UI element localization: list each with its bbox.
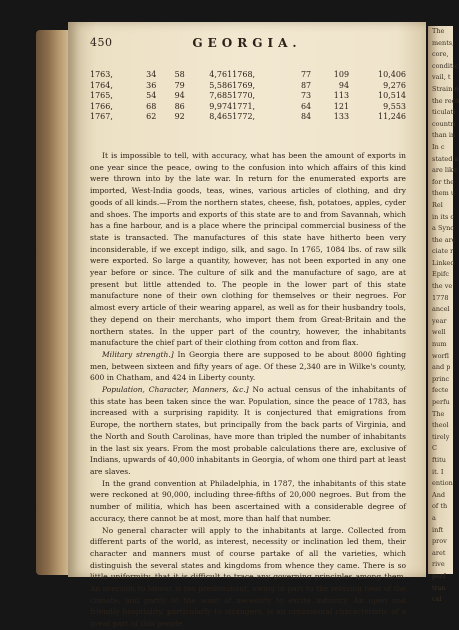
facing-page-line: tirely bbox=[432, 432, 450, 441]
year-cell: 1766, bbox=[90, 101, 113, 111]
value-cell: 9,974 bbox=[209, 101, 233, 111]
facing-page-line: theol bbox=[432, 421, 449, 430]
facing-page-line: ftitu bbox=[432, 455, 446, 464]
facing-page-line: are like bbox=[432, 166, 457, 175]
facing-page-line: ciate r bbox=[432, 247, 454, 256]
paragraph-text: No actual census of the inhabitants of this state has been taken since the war. Population, since the peace of 1783, has increased with a surprising rapidity. It is conjectured that emigrations from Europe, the northern states, but principally from the back parts of Virginia, and the North and South Carolinas, have more than tripled the number of inhabitants in the last six years. From the most probable calculations there are, exclusive of Indians, upwards of 40,000 inhabitants in Georgia, of whom one third part at least are slaves. bbox=[90, 385, 406, 476]
value-cell: 109 bbox=[333, 70, 350, 79]
value-cell: 113 bbox=[333, 91, 350, 101]
year-cell: 1772, bbox=[232, 112, 256, 122]
facing-page-line: The bbox=[432, 27, 445, 35]
facing-page-line: a Syno bbox=[432, 224, 455, 233]
value-cell: 9,276 bbox=[383, 80, 406, 90]
facing-page-line: it. I bbox=[432, 467, 444, 476]
facing-page-line: Epifc bbox=[432, 270, 450, 279]
facing-page-line: ancel bbox=[432, 305, 450, 314]
value-cell: 34 bbox=[146, 70, 157, 79]
facing-page-line: And bbox=[432, 490, 446, 499]
facing-page-line: perf bbox=[432, 571, 446, 580]
facing-page-line: and p bbox=[432, 363, 451, 372]
paragraph-military-strength bbox=[90, 349, 406, 384]
facing-page-line: The bbox=[432, 409, 445, 418]
value-cell: 84 bbox=[300, 112, 312, 122]
value-cell: 5,586 bbox=[209, 80, 233, 90]
exports-table bbox=[90, 70, 406, 123]
value-cell: 4,761 bbox=[209, 70, 233, 79]
exports-table-row bbox=[90, 112, 406, 123]
facing-page-line: Linked bbox=[432, 258, 455, 267]
year-cell: 1769, bbox=[232, 80, 256, 90]
facing-page-line: aret bbox=[432, 548, 446, 557]
facing-page-line: ention bbox=[432, 479, 453, 488]
value-cell: 10,514 bbox=[378, 91, 406, 101]
exports-table-row bbox=[90, 70, 406, 81]
running-head: GEORGIA. bbox=[192, 36, 302, 50]
value-cell: 8,465 bbox=[209, 112, 233, 122]
year-cell: 1768, bbox=[232, 70, 256, 79]
year-cell: 1771, bbox=[232, 101, 256, 111]
page-body bbox=[90, 150, 406, 630]
facing-page-fragment bbox=[428, 26, 459, 604]
value-cell: 62 bbox=[146, 112, 157, 122]
book-page-edges bbox=[36, 30, 70, 575]
facing-page-line: ticulati bbox=[432, 108, 456, 117]
facing-page-line: the ve bbox=[432, 282, 453, 291]
facing-page-line: cal bbox=[432, 595, 442, 604]
year-cell: 1763, bbox=[90, 70, 113, 79]
facing-page-line: stated a bbox=[432, 154, 459, 163]
exports-table-row bbox=[90, 102, 406, 113]
facing-page-line: prov bbox=[432, 537, 447, 546]
facing-page-line: Rel bbox=[432, 200, 443, 209]
year-cell: 1764, bbox=[90, 80, 113, 90]
value-cell: 121 bbox=[333, 101, 350, 111]
exports-table-row bbox=[90, 91, 406, 102]
facing-page-line: ments, bbox=[432, 38, 455, 47]
year-cell: 1767, bbox=[90, 112, 113, 122]
facing-page-line: core, bbox=[432, 50, 449, 59]
facing-page-line: in its c bbox=[432, 212, 455, 221]
value-cell: 11,246 bbox=[378, 112, 406, 122]
facing-page-line: conditic bbox=[432, 61, 459, 70]
facing-page-line: vail, t bbox=[432, 73, 451, 82]
facing-page-line: fecte bbox=[432, 386, 449, 395]
paragraph-population bbox=[90, 384, 406, 478]
value-cell: 7,685 bbox=[209, 91, 233, 101]
value-cell: 73 bbox=[300, 91, 312, 101]
facing-page-line: the are bbox=[432, 235, 456, 244]
facing-page-line: year bbox=[432, 316, 447, 325]
facing-page-line: rive bbox=[432, 560, 445, 569]
facing-page-line: inft bbox=[432, 525, 444, 534]
value-cell: 58 bbox=[174, 70, 185, 79]
paragraph-character: No general character will apply to the inhabitants at large. Collected from different parts of the world, as interest, necessity or inclination led them, their character and manners must of course partake of all the varieties, which distinguish the several states and kingdoms from whence they came. There is so little uniformity, that it is difficult to trace any governing principles among them. An aversion to labour is too predominant, owing in part to the relaxing heat of the climate, and partly to the want of necessity to excite industry. An open and friendly hospitality, particularly to strangers, is an ornamental characteristic of a great part of this people. bbox=[90, 525, 406, 629]
book-page bbox=[68, 22, 426, 629]
paragraph-convention: In the grand convention at Philadelphia, in 1787, the inhabitants of this state were reckoned at 90,000, including three-fifths of 20,000 negroes. But from the number of militia, which has been ascertained with a considerable degree of accuracy, there cannot be at most, more than half that number. bbox=[90, 478, 406, 523]
paragraph-text: In Georgia there are supposed to be about 8000 fighting men, between sixteen and fifty years of age. Of these 2,340 are in Wilke's county, 600 in Chatham, and 424 in Liberty county. bbox=[90, 349, 406, 383]
facing-page-line: tran bbox=[432, 583, 446, 592]
value-cell: 87 bbox=[300, 80, 312, 90]
side-heading-military-strength: Military strength.] bbox=[102, 349, 174, 359]
value-cell: 86 bbox=[174, 101, 185, 111]
facing-page-line: the reco bbox=[432, 96, 459, 105]
side-heading-population: Population, Character, Manners, &c.] bbox=[102, 385, 249, 395]
value-cell: 133 bbox=[333, 112, 350, 122]
facing-page-line: C bbox=[432, 444, 437, 453]
value-cell: 94 bbox=[338, 80, 350, 90]
page-header bbox=[90, 36, 404, 50]
value-cell: 68 bbox=[146, 101, 157, 111]
value-cell: 9,553 bbox=[383, 101, 406, 111]
facing-page-line: Strain o bbox=[432, 84, 459, 93]
value-cell: 77 bbox=[300, 70, 312, 79]
facing-page-line: 1778 bbox=[432, 293, 449, 302]
facing-page-line: princ bbox=[432, 374, 450, 383]
facing-page-line: well bbox=[432, 328, 446, 337]
facing-page-line: In c bbox=[432, 142, 445, 151]
value-cell: 10,406 bbox=[378, 70, 406, 79]
facing-page-line: for the bbox=[432, 177, 455, 186]
page-number: 450 bbox=[90, 36, 113, 49]
facing-page-line: a bbox=[432, 513, 436, 522]
paragraph-exports: It is impossible to tell, with accuracy, what has been the amount of exports in one year since the peace, owing to the confusion into which affairs of this kind were thrown into by the late war. In return for the enumerated exports are imported, West-India goods, teas, wines, various articles of clothing, and dry goods of all kinds.—From the northern states, cheese, fish, potatoes, apples, cyder and shoes. The imports and exports of this state are to and from Savannah, which has a fine harbour, and is a place where the principal commercial business of the state is transacted. The manufactures of this state have hitherto been very inconsiderable, if we except indigo, silk, and sago. In 1765, 1084 lbs. of raw silk were exported. So large a quantity, however, has not been exported in any one year before or since. The culture of silk and the manufacture of sago, are at present but little attended to. The people in the lower part of this state manufacture none of their own clothing for themselves or their negroes. For almost every article of their wearing apparel, as well as for their husbandry tools, they depend on their merchants, who import them from Great-Britain and the northern states. In the upper part of the country, however, the inhabitants manufacture the chief part of their clothing from cotton and from flax. bbox=[90, 151, 406, 348]
exports-table-row bbox=[90, 81, 406, 92]
year-cell: 1765, bbox=[90, 91, 113, 101]
value-cell: 36 bbox=[146, 80, 157, 90]
value-cell: 79 bbox=[174, 80, 185, 90]
value-cell: 94 bbox=[174, 91, 185, 101]
exports-table-body bbox=[90, 70, 406, 123]
value-cell: 64 bbox=[300, 101, 312, 111]
facing-page-line: num bbox=[432, 340, 447, 349]
facing-page-line: countri bbox=[432, 119, 456, 128]
facing-page-line: them u bbox=[432, 189, 456, 198]
facing-page-line: than in bbox=[432, 131, 456, 140]
year-cell: 1770, bbox=[232, 91, 256, 101]
facing-page-line: worfl bbox=[432, 351, 449, 360]
value-cell: 92 bbox=[174, 112, 185, 122]
facing-page-line: perfu bbox=[432, 398, 450, 406]
facing-page-line: of th bbox=[432, 502, 448, 511]
value-cell: 54 bbox=[146, 91, 157, 101]
